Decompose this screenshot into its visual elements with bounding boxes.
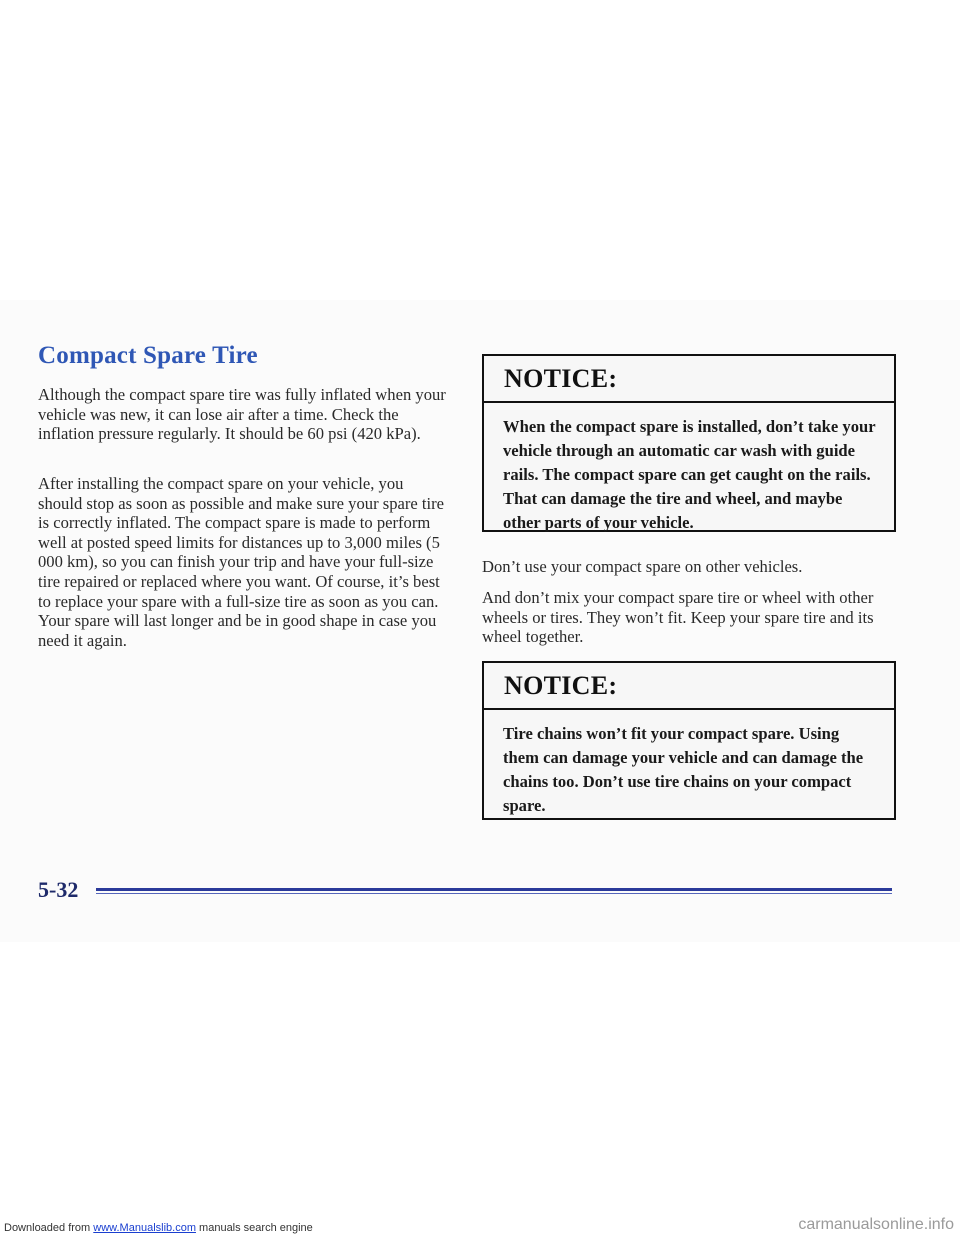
footer-rule-thin <box>96 893 892 894</box>
download-credit <box>4 1222 313 1234</box>
notice-body: When the compact spare is installed, don’t take your vehicle through an automatic car wash with guide rails. The compact spare can get caught on the rails. That can damage the tire and wheel, and maybe other parts of your vehicle. <box>503 417 876 532</box>
paragraph-after-installing: After installing the compact spare on your vehicle, you should stop as soon as possible and make sure your spare tire is correctly inflated. The compact spare is made to perform well at posted speed limits for distances up to 3,000 miles (5 000 km), so you can finish your trip and have your full-size tire repaired or replaced where you want. Of course, it’s best to replace your spare with a full-size tire as soon as you can. Your spare will last longer and be in good shape in case you need it again. <box>38 474 445 650</box>
notice-header <box>484 356 894 403</box>
manualslib-link[interactable]: www.Manualslib.com <box>93 1222 196 1234</box>
watermark: carmanualsonline.info <box>798 1216 954 1233</box>
notice-heading: NOTICE: <box>504 363 618 393</box>
paragraph-other-vehicles: Don’t use your compact spare on other vehicles. <box>482 557 803 576</box>
notice-box-tire-chains <box>482 661 896 820</box>
page-number: 5-32 <box>38 877 79 902</box>
paragraph-dont-mix: And don’t mix your compact spare tire or wheel with other wheels or tires. They won’t fit. Keep your spare tire and its wheel together. <box>482 588 874 647</box>
notice-body: Tire chains won’t fit your compact spare. Using them can damage your vehicle and can damage the chains too. Don’t use tire chains on your compact spare. <box>503 724 864 815</box>
notice-heading: NOTICE: <box>504 670 618 700</box>
footer-rule <box>96 888 892 891</box>
notice-header <box>484 663 894 710</box>
section-title: Compact Spare Tire <box>38 342 258 369</box>
notice-box-car-wash <box>482 354 896 532</box>
paragraph-inflation: Although the compact spare tire was fully inflated when your vehicle was new, it can lose air after a time. Check the inflation pressure regularly. It should be 60 psi (420 kPa). <box>38 385 446 444</box>
download-suffix: manuals search engine <box>199 1222 313 1234</box>
download-prefix: Downloaded from <box>4 1222 91 1234</box>
